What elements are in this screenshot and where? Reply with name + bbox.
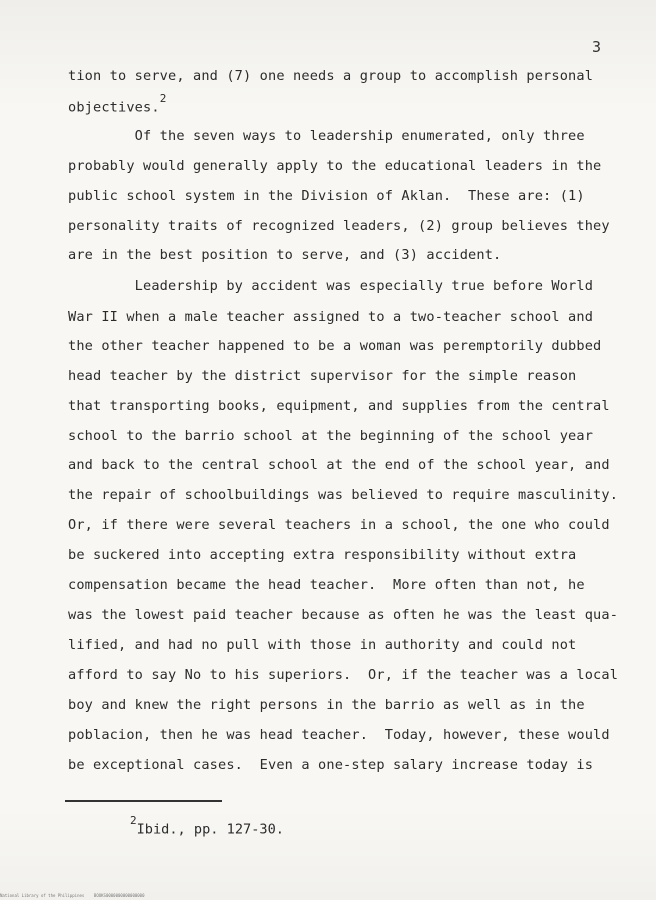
footnote-reference: 2 <box>159 92 167 105</box>
footnote-divider <box>65 800 222 802</box>
text-line: War II when a male teacher assigned to a two-teacher school and <box>68 309 594 325</box>
text-line: was the lowest paid teacher because as often he was the least qua- <box>68 607 619 623</box>
text-line: school to the barrio school at the beginning of the school year <box>68 428 594 444</box>
page-number: 3 <box>592 38 602 56</box>
text-line: afford to say No to his superiors. Or, if the teacher was a local <box>68 667 619 683</box>
archive-footer: National Library of the Philippines BOOKS0000000000000000 <box>0 893 145 898</box>
text-line: probably would generally apply to the educational leaders in the <box>68 158 602 174</box>
text-line: compensation became the head teacher. More often than not, he <box>68 577 585 593</box>
text-line: lified, and had no pull with those in authority and could not <box>68 637 577 653</box>
text-line: boy and knew the right persons in the barrio as well as in the <box>68 697 585 713</box>
text-line: the other teacher happened to be a woman was peremptorily dubbed <box>68 338 602 354</box>
footnote-number: 2 <box>130 814 137 827</box>
text-line: Of the seven ways to leadership enumerated, only three <box>68 128 585 144</box>
text-line: head teacher by the district supervisor for the simple reason <box>68 368 577 384</box>
text-line: the repair of schoolbuildings was believed to require masculinity. <box>68 487 619 503</box>
footnote-text: Ibid., pp. 127-30. <box>136 821 284 838</box>
text-line <box>68 92 167 116</box>
footnote <box>130 814 284 838</box>
text-line-content: objectives. <box>68 99 160 116</box>
text-line: poblacion, then he was head teacher. Today, however, these would <box>68 727 610 743</box>
text-line: are in the best position to serve, and (3) accident. <box>68 247 502 263</box>
text-line: public school system in the Division of Aklan. These are: (1) <box>68 188 585 204</box>
text-line: that transporting books, equipment, and supplies from the central <box>68 398 610 414</box>
text-line: Or, if there were several teachers in a school, the one who could <box>68 517 610 533</box>
text-line: personality traits of recognized leaders, (2) group believes they <box>68 218 610 234</box>
text-line: Leadership by accident was especially true before World <box>68 278 594 294</box>
text-line: and back to the central school at the end of the school year, and <box>68 457 610 473</box>
text-line: tion to serve, and (7) one needs a group to accomplish personal <box>68 68 594 84</box>
text-line: be exceptional cases. Even a one-step salary increase today is <box>68 757 594 773</box>
text-line: be suckered into accepting extra responsibility without extra <box>68 547 577 563</box>
